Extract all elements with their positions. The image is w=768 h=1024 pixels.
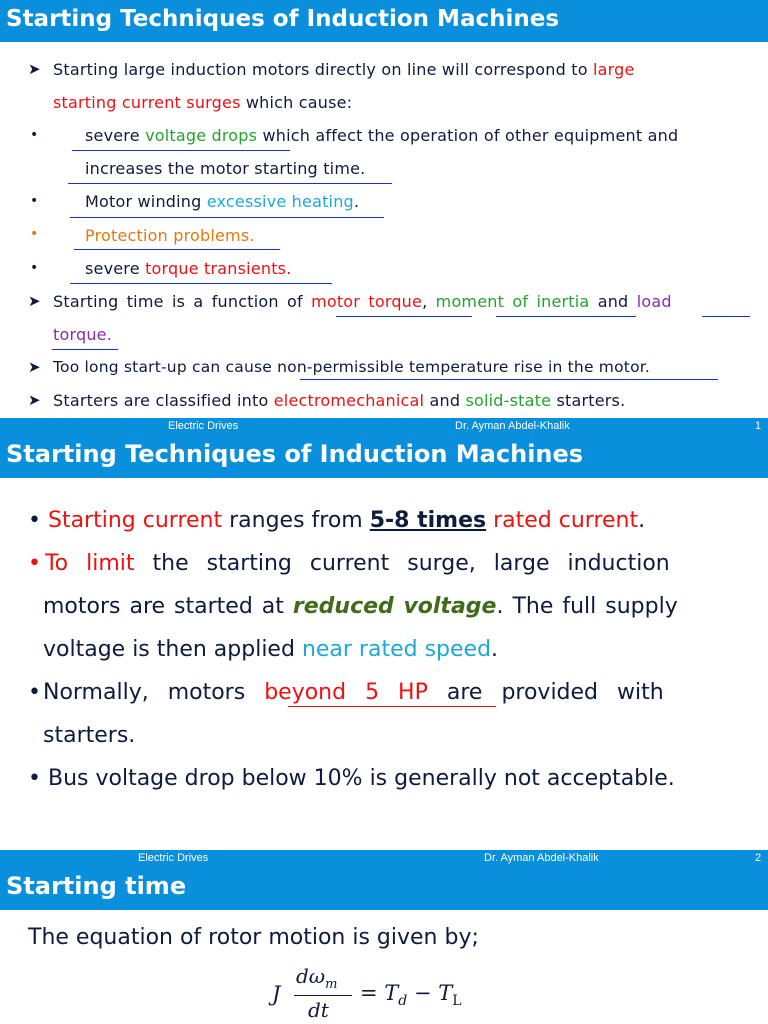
slide-1 [0,0,768,436]
handwritten-underline [300,379,718,380]
handwritten-underline [72,150,290,151]
slide-2-title: Starting Techniques of Induction Machines [6,440,584,468]
eq-numerator: $d\omega_m$ [296,964,338,992]
sub-bullet-voltage-drops-cont: increases the motor starting time. [85,159,366,178]
sub-bullet-torque: severe torque transients. [85,259,292,278]
slide-2 [0,436,768,868]
handwritten-underline [52,349,118,350]
slide-2-bullet-3-cont: starters. [43,723,136,748]
handwritten-underline [702,316,750,317]
slide-2-title-bar [0,436,768,478]
dot-bullet-icon: • [30,226,39,242]
slide-1-point-4: Starters are classified into electromechanical and solid-state starters. [53,391,626,410]
rotor-motion-equation: J $d\omega_m$ dt = $T_d - T_L$ [272,964,462,1022]
handwritten-underline [68,183,392,184]
sub-bullet-voltage-drops: severe voltage drops which affect the operation of other equipment and [85,126,679,145]
slide-2-bullet-4: • Bus voltage drop below 10% is generally not acceptable. [28,766,675,791]
slide-2-bullet-2-cont2: voltage is then applied near rated speed. [43,637,499,662]
slide-2-bullet-3: •Normally, motors beyond 5 HP are provided with [28,680,664,705]
arrow-bullet-icon: ➤ [28,391,41,409]
dot-bullet-icon: • [30,127,39,143]
slide-1-point-1-cont: starting current surges which cause: [53,93,353,112]
slide-1-title: Starting Techniques of Induction Machines [6,6,560,32]
eq-fraction-bar [294,995,352,996]
slide-1-footer: Electric Drives Dr. Ayman Abdel-Khalik 1 [0,418,768,436]
slide-1-point-2: Starting time is a function of motor torque, moment of inertia and load [53,292,672,311]
slide-3 [0,868,768,1024]
slide-1-point-2-cont: torque. [53,325,112,344]
handwritten-underline [70,283,332,284]
handwritten-underline [288,706,496,707]
slide-3-intro: The equation of rotor motion is given by; [28,925,479,950]
dot-bullet-icon: • [30,193,39,209]
slide-1-point-1: Starting large induction motors directly on line will correspond to large [53,60,635,79]
slide-2-footer: Electric Drives Dr. Ayman Abdel-Khalik 2 [0,850,768,868]
slide-1-title-bar [0,0,768,42]
dot-bullet-icon: • [30,260,39,276]
handwritten-underline [70,217,384,218]
slide-1-point-3: Too long start-up can cause non-permissible temperature rise in the motor. [53,358,651,376]
sub-bullet-heating: Motor winding excessive heating. [85,192,360,211]
slide-2-bullet-1: • Starting current ranges from 5-8 times rated current. [28,508,646,533]
arrow-bullet-icon: ➤ [28,358,41,376]
handwritten-underline [74,249,280,250]
eq-rhs: = $T_d - T_L$ [360,981,462,1010]
slide-3-title-bar [0,868,768,910]
handwritten-underline [496,316,636,317]
slide-2-bullet-2-cont: motors are started at reduced voltage. The full supply [43,594,678,619]
arrow-bullet-icon: ➤ [28,60,41,78]
slide-3-title: Starting time [6,872,187,900]
slide-2-bullet-2: • To limit the starting current surge, large induction [28,551,670,576]
arrow-bullet-icon: ➤ [28,292,41,310]
handwritten-underline [336,316,472,317]
sub-bullet-protection: Protection problems. [85,226,255,245]
